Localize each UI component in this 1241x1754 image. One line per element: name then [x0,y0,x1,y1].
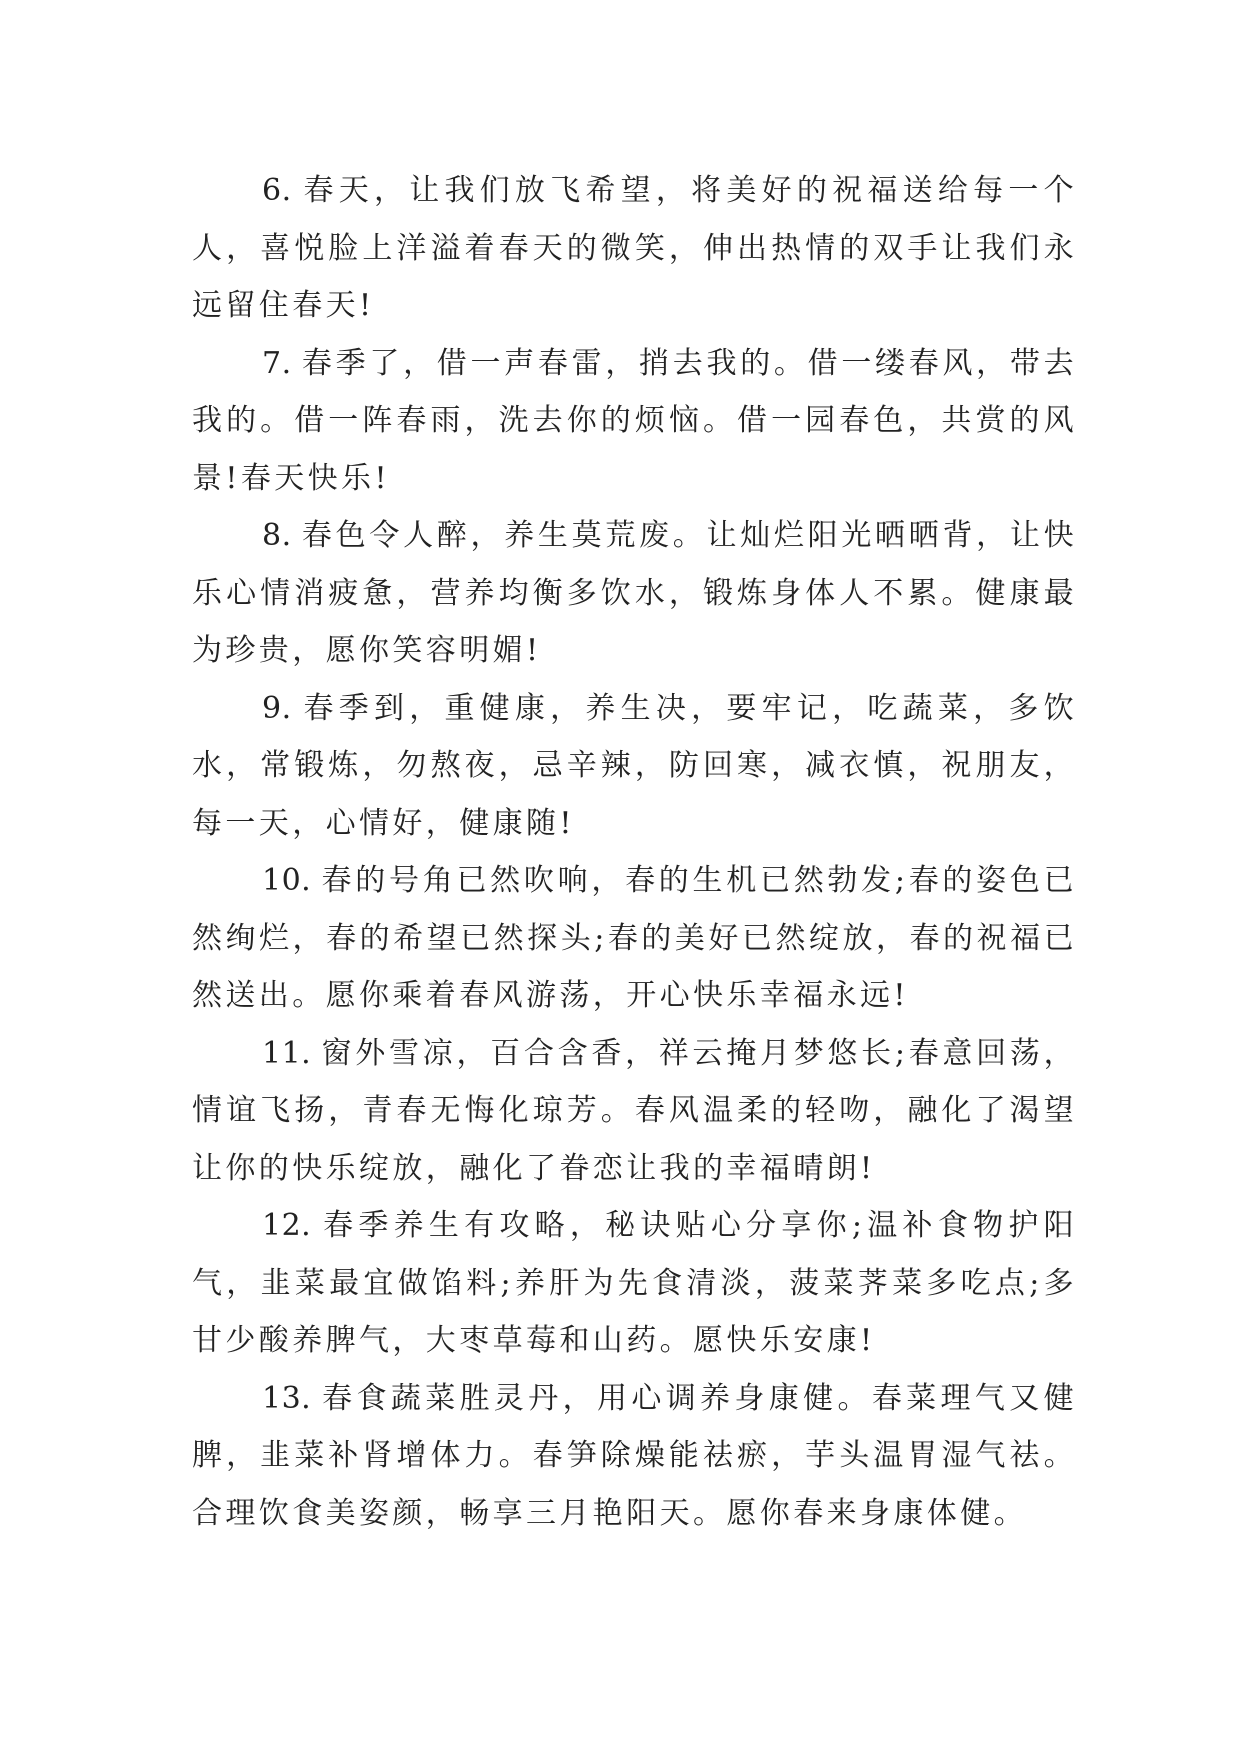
paragraph-number: 7. [262,345,292,381]
paragraph-number: 8. [262,518,292,553]
paragraph-number: 13. [262,1380,312,1416]
paragraph-number: 9. [262,690,292,726]
paragraph-text: 春季了，借一声春雷，捎去我的。借一缕春风，带去我的。借一阵春雨，洗去你的烦恼。借一园春色，共赏的风景!春天快乐! [192,345,1077,496]
paragraph-9 [192,680,1077,853]
paragraph-13 [192,1370,1077,1543]
paragraph-8 [192,507,1077,680]
document-body [192,162,1077,1542]
paragraph-number: 12. [262,1208,312,1243]
paragraph-text: 春天，让我们放飞希望，将美好的祝福送给每一个人，喜悦脸上洋溢着春天的微笑，伸出热情的双手让我们永远留住春天! [192,173,1077,323]
paragraph-12 [192,1197,1077,1370]
paragraph-number: 6. [262,173,292,208]
paragraph-6 [192,162,1077,335]
paragraph-11 [192,1025,1077,1198]
paragraph-text: 春食蔬菜胜灵丹，用心调养身康健。春菜理气又健脾，韭菜补肾增体力。春笋除燥能祛瘀，芋头温胃湿气祛。合理饮食美姿颜，畅享三月艳阳天。愿你春来身康体健。 [192,1380,1077,1531]
paragraph-7 [192,335,1077,508]
paragraph-number: 10. [262,863,312,898]
paragraph-text: 春季到，重健康，养生决，要牢记，吃蔬菜，多饮水，常锻炼，勿熬夜，忌辛辣，防回寒，减衣慎，祝朋友，每一天，心情好，健康随! [192,690,1077,841]
paragraph-text: 春色令人醉，养生莫荒废。让灿烂阳光晒晒背，让快乐心情消疲惫，营养均衡多饮水，锻炼身体人不累。健康最为珍贵，愿你笑容明媚! [192,518,1077,668]
paragraph-10 [192,852,1077,1025]
paragraph-text: 春季养生有攻略，秘诀贴心分享你;温补食物护阳气，韭菜最宜做馅料;养肝为先食清淡，菠菜荠菜多吃点;多甘少酸养脾气，大枣草莓和山药。愿快乐安康! [192,1208,1077,1358]
paragraph-text: 窗外雪凉，百合含香，祥云掩月梦悠长;春意回荡，情谊飞扬，青春无悔化琼芳。春风温柔的轻吻，融化了渴望让你的快乐绽放，融化了眷恋让我的幸福晴朗! [192,1035,1077,1186]
paragraph-text: 春的号角已然吹响，春的生机已然勃发;春的姿色已然绚烂，春的希望已然探头;春的美好已然绽放，春的祝福已然送出。愿你乘着春风游荡，开心快乐幸福永远! [192,863,1077,1013]
paragraph-number: 11. [262,1035,312,1071]
